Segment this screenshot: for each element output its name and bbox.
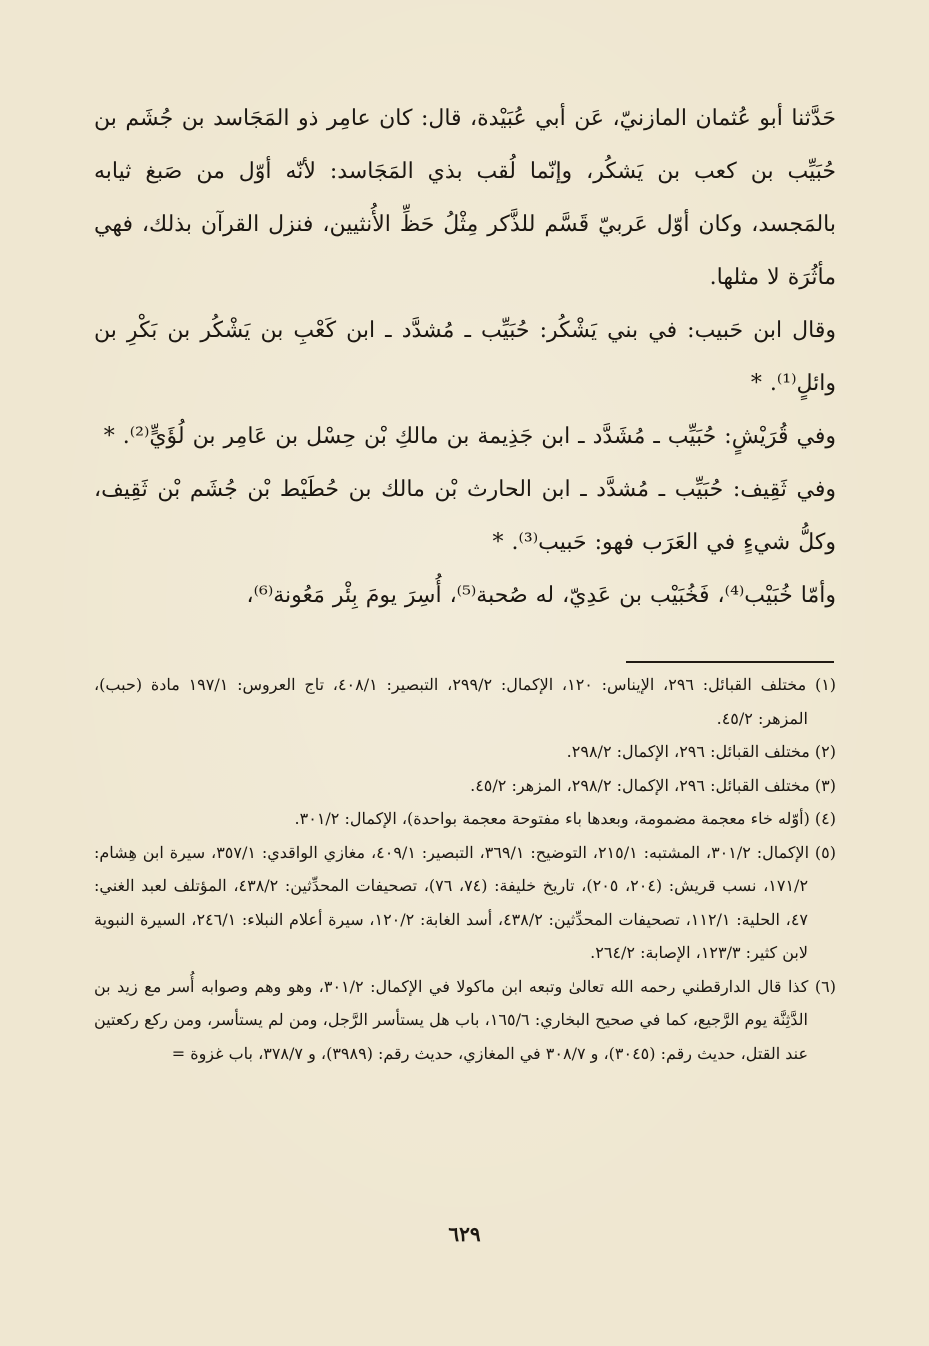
paragraph-amir: حَدَّثنا أبو عُثمان المازنيّ، عَن أبي عُبَيْدة، قال: كان عامِر ذو المَجَاسد بن جُشَم بن حُبَيِّب بن كعب بن يَشكُر، وإنّما لُقب بذي المَجَاسد: لأنّه أوّل من صَبغ ثيابه بالمَجسد، وكان أوّل عَربيّ قَسَّم للذَّكر مِثْلُ حَظِّ الأُنثيين، فنزل القرآن بذلك، فهي مأثُرَة لا مثلها. (94, 106, 836, 290)
paragraph-yashkur: وقال ابن حَبيب: في بني يَشْكُر: حُبَيِّب ـ مُشدَّد ـ ابن كَعْبِ بن يَشْكُر بن بَكْرِ بن وائلٍ⁽¹⁾. * (94, 318, 836, 396)
footnote-5: (٥) الإكمال: ٣٠١/٢، المشتبه: ٢١٥/١، التوضيح: ٣٦٩/١، التبصير: ٤٠٩/١، مغازي الواقدي: ٣٥٧/١، سيرة ابن هِشام: ١٧١/٢، نسب قريش: (٢٠٤، ٢٠٥)، تاريخ خليفة: (٧٤، ٧٦)، تصحيفات المحدِّثين: ٤٣٨/٢، المؤتلف لعبد الغني: ٤٧، الحلية: ١١٢/١، تصحيفات المحدِّثين: ٤٣٨/٢، أسد الغابة: ١٢٠/٢، سيرة أعلام النبلاء: ٢٤٦/١، السيرة النبوية لابن كثير: ١٢٣/٣، الإصابة: ٢٦٤/٢. (94, 842, 836, 962)
footnote-4: (٤) (أوّله خاء معجمة مضمومة، وبعدها باء مفتوحة معجمة بواحدة)، الإكمال: ٣٠١/٢. (294, 809, 836, 828)
footnote-1: (١) مختلف القبائل: ٢٩٦، الإيناس: ١٢٠، الإكمال: ٢٩٩/٢، التبصير: ٤٠٨/١، تاج العروس: ١٩٧/١ مادة (حبب)، المزهر: ٤٥/٢. (94, 675, 837, 728)
paragraph-thaqif: وفي ثَقِيف: حُبَيِّب ـ مُشدَّد ـ ابن الحارث بْن مالك بن حُطَيْط بْن جُشَم بْن ثَقِيف، وكلُّ شيءٍ في العَرَب فهو: حَبيب⁽³⁾. * (94, 477, 836, 555)
footnote-6: (٦) كذا قال الدارقطني رحمه الله تعالىٰ وتبعه ابن ماكولا في الإكمال: ٣٠١/٢، وهو وهم وصوابه أُسر مع زيد بن الدَّثِنَّة يوم الرَّجيع، كما في صحيح البخاري: ١٦٥/٦، باب هل يستأسر الرَّجل، ومن لم يستأسر، ومن ركع ركعتين عند القتل، حديث رقم: (٣٠٤٥)، و ٣٠٨/٧ في المغازي، حديث رقم: (٣٩٨٩)، و ٣٧٨/٧، باب غزوة = (94, 976, 836, 1063)
main-text (94, 92, 836, 622)
footnote-2: (٢) مختلف القبائل: ٢٩٦، الإكمال: ٢٩٨/٢. (566, 742, 836, 761)
paragraph-khubayb: وأمّا خُبَيْب⁽⁴⁾، فَخُبَيْب بن عَدِيّ، له صُحبة⁽⁵⁾، أُسِرَ يومَ بِئْر مَعُونة⁽⁶⁾، (246, 583, 836, 608)
page-number: ٦٢٩ (448, 1222, 481, 1246)
footnote-3: (٣) مختلف القبائل: ٢٩٦، الإكمال: ٢٩٨/٢، المزهر: ٤٥/٢. (470, 775, 836, 795)
footnotes (94, 668, 836, 1070)
footnote-separator (626, 661, 834, 663)
paragraph-quraysh: وفي قُرَيْشٍ: حُبَيِّب ـ مُشَدَّد ـ ابن جَذِيمة بن مالكِ بْن حِسْل بن عَامِر بن لُؤَيٍّ⁽²⁾. * (103, 424, 836, 449)
